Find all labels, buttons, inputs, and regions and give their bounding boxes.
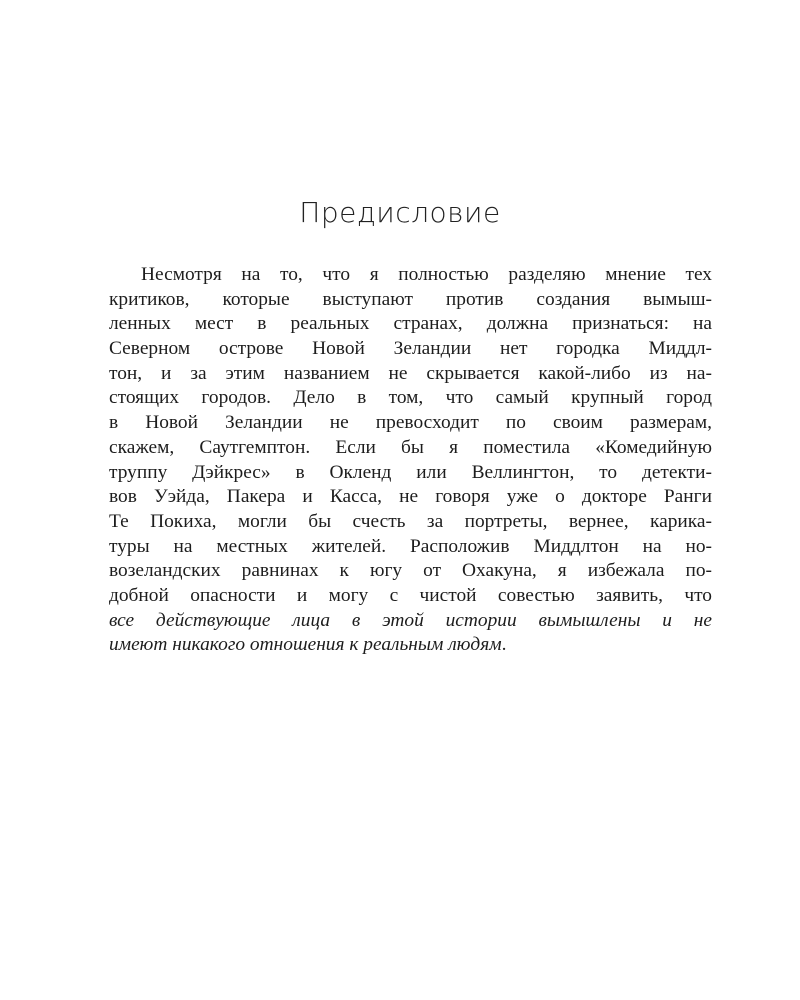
paragraph-line: ленных мест в реальных странах, должна признаться: на — [109, 313, 712, 335]
paragraph-line: добной опасности и могу с чистой совестью заявить, что — [109, 584, 712, 606]
preface-paragraph — [109, 263, 712, 658]
paragraph-line: скажем, Саутгемптон. Если бы я поместила «Комедийную — [109, 436, 712, 458]
paragraph-line: туры на местных жителей. Расположив Миддлтон на но- — [109, 535, 712, 557]
paragraph-line: в Новой Зеландии не превосходит по своим размерам, — [109, 412, 712, 434]
paragraph-line: труппу Дэйкрес» в Окленд или Веллингтон, то детекти- — [109, 461, 712, 483]
paragraph-line: стоящих городов. Дело в том, что самый крупный город — [109, 387, 712, 409]
italic-line: все действующие лица в этой истории вымышлены и не — [109, 609, 712, 631]
paragraph-line: Те Покиха, могли бы счесть за портреты, вернее, карика- — [109, 510, 712, 532]
italic-line-text: имеют никакого отношения к реальным людям — [109, 634, 502, 656]
paragraph-line: возеландских равнинах к югу от Охакуна, я избежала по- — [109, 560, 712, 582]
paragraph-line: Северном острове Новой Зеландии нет городка Миддл- — [109, 338, 712, 360]
italic-line-last — [109, 633, 712, 658]
paragraph-line: вов Уэйда, Пакера и Касса, не говоря уже о докторе Ранги — [109, 486, 712, 508]
paragraph-line: критиков, которые выступают против создания вымыш- — [109, 288, 712, 310]
final-period: . — [501, 634, 507, 656]
chapter-title: Предисловие — [299, 196, 501, 229]
paragraph-line: тон, и за этим названием не скрывается какой-либо из на- — [109, 362, 712, 384]
paragraph-line: Несмотря на то, что я полностью разделяю мнение тех — [141, 264, 712, 285]
